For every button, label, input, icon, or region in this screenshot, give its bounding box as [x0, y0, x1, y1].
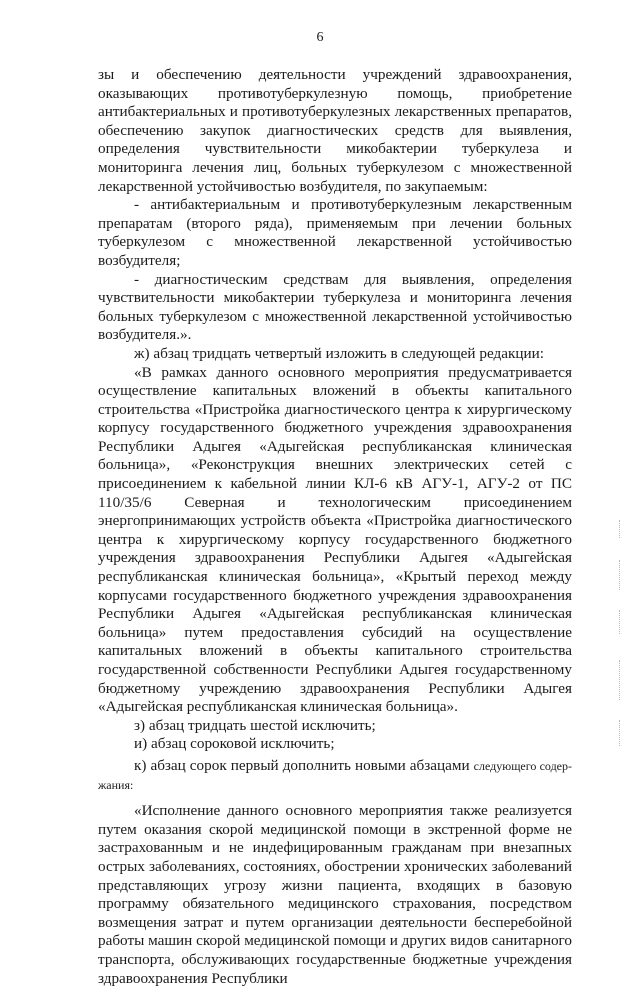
- scan-edge-mark: [619, 560, 620, 590]
- amendment-k-main: к) абзац сорок первый дополнить новыми абзацами: [134, 756, 470, 774]
- list-item-diagnostic: - диагностическим средствам для выявления, определения чувствительности микобактерии туберкулеза и мониторинга лечения больных туберкулезом с множественной лекарственной устойчивостью возбудителя.».: [98, 270, 572, 344]
- scan-edge-mark: [619, 720, 620, 746]
- body-text: [98, 66, 572, 988]
- quoted-capital-investments: «В рамках данного основного мероприятия предусматривается осуществление капитальных вложений в объекты капитального строительства «Пристройка диагностического центра к хирургическому корпусу государственного бюджетного учреждения здравоохранения Республики Адыгея «Адыгейская республиканская клиническая больница», «Реконструкция внешних электрических сетей с присоединением к кабельной линии КЛ-6 кВ АГУ-1, АГУ-2 от ПС 110/35/6 Северная и технологическим присоединением энергопринимающих устройств объекта «Пристройка диагностического центра к хирургическому корпусу государственного бюджетного учреждения здравоохранения Республики Адыгея «Адыгейская республиканская клиническая больница», «Крытый переход между корпусами государственного бюджетного учреждения здравоохранения Республики Адыгея «Адыгейская республиканская клиническая больница» путем предоставления субсидий на осуществление капитальных вложений в объекты капитального строительства государственной собственности Республики Адыгея государственному бюджетному учреждению здравоохранения Республики Адыгея «Адыгейская республиканская клиническая больница».: [98, 363, 572, 716]
- amendment-z: з) абзац тридцать шестой исключить;: [134, 716, 376, 734]
- amendment-zh: ж) абзац тридцать четвертый изложить в следующей редакции:: [134, 344, 544, 362]
- amendment-i: и) абзац сороковой исключить;: [134, 735, 335, 753]
- quoted-emergency-care: «Исполнение данного основного мероприятия также реализуется путем оказания скорой медицинской помощи в экстренной форме не застрахованным и не индефицированным гражданам при внезапных острых заболеваниях, состояниях, обострении хронических заболеваний представляющих угрозу жизни пациента, входящих в базовую программу обязательного медицинского страхования, посредством возмещения затрат и путем организации деятельности бесперебойной работы машин скорой медицинской помощи и других видов санитарного транспорта, обслуживающих государственные бюджетные учреждения здравоохранения Республики: [98, 802, 572, 987]
- paragraph-continuation: зы и обеспечению деятельности учреждений здравоохранения, оказывающих противотуберкулезную помощь, приобретение антибактериальных и противотуберкулезных лекарственных препаратов, обеспечению закупок диагностических средств для выявления, определения чувствительности микобактерии туберкулеза и мониторинга лечения лиц, больных туберкулезом с множественной лекарственной устойчивостью возбудителя, по закупаемым:: [98, 66, 572, 195]
- amendment-k: [98, 757, 572, 794]
- list-item-antibacterial: - антибактериальным и противотуберкулезным лекарственным препаратам (второго ряда), применяемым при лечении больных туберкулезом с множественной лекарственной устойчивостью возбудителя;: [98, 196, 572, 269]
- scan-edge-mark: [619, 660, 620, 700]
- scan-edge-mark: [619, 610, 620, 634]
- scan-edge-mark: [619, 520, 620, 538]
- page-number: 6: [316, 30, 324, 45]
- amendment-k-small: следующего содержания:: [98, 758, 573, 792]
